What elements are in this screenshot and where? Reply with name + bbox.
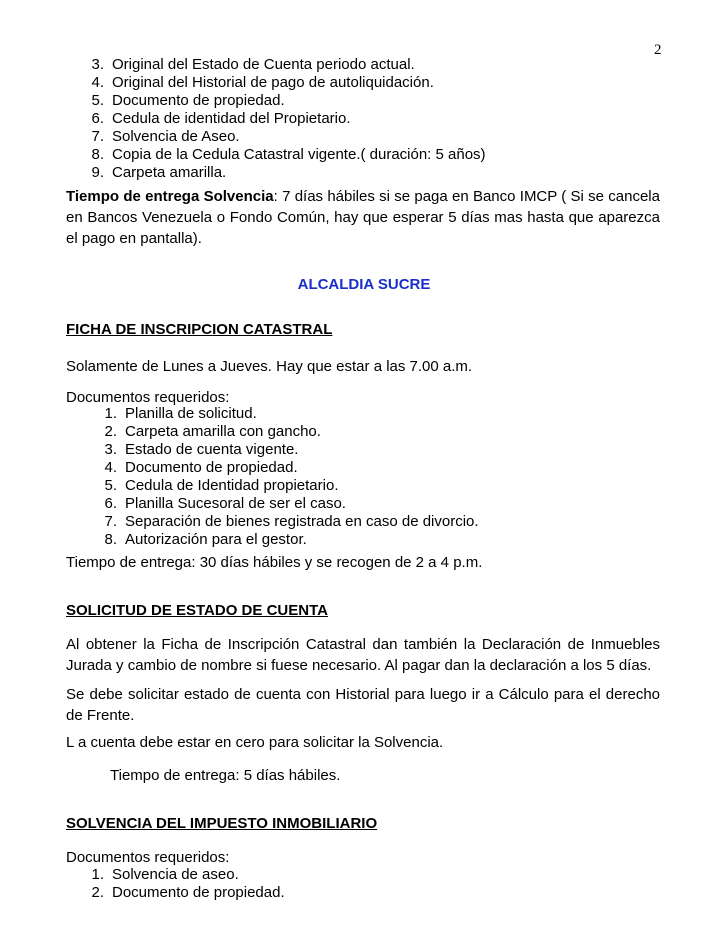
delivery-time-text: : 7 días hábiles si se paga en Banco IMCP ( Si se cancela en Bancos Venezuela o Fondo Común, hay que esperar 5 días mas hasta que aparezca el pago en pantalla). <box>66 188 660 247</box>
list-item <box>93 495 479 513</box>
list-item <box>93 531 479 549</box>
list-item <box>93 441 479 459</box>
list-item-text: Original del Estado de Cuenta periodo actual. <box>112 56 415 73</box>
list-item-text: Autorización para el gestor. <box>125 531 307 548</box>
ficha-heading: FICHA DE INSCRIPCION CATASTRAL <box>66 321 333 338</box>
list-item <box>93 477 479 495</box>
solvencia-requirements-list <box>80 866 285 902</box>
estado-heading: SOLICITUD DE ESTADO DE CUENTA <box>66 602 328 619</box>
list-item-number: 2. <box>104 423 117 440</box>
list-item <box>93 405 479 423</box>
ficha-requirements-list <box>93 405 479 549</box>
ficha-delivery-time: Tiempo de entrega: 30 días hábiles y se recogen de 2 a 4 p.m. <box>66 554 483 571</box>
list-item-number: 3. <box>104 441 117 458</box>
list-item-text: Cedula de Identidad propietario. <box>125 477 339 494</box>
list-item-text: Estado de cuenta vigente. <box>125 441 299 458</box>
section-title: ALCALDIA SUCRE <box>297 276 431 293</box>
list-item <box>80 128 486 146</box>
estado-paragraph-2: Se debe solicitar estado de cuenta con Historial para luego ir a Cálculo para el derecho de Frente. <box>66 686 660 724</box>
list-item-text: Planilla Sucesoral de ser el caso. <box>125 495 346 512</box>
list-item <box>93 513 479 531</box>
list-item-number: 4. <box>91 74 104 91</box>
list-item-number: 1. <box>104 405 117 422</box>
estado-paragraph-3: L a cuenta debe estar en cero para solicitar la Solvencia. <box>66 734 444 751</box>
list-item-text: Carpeta amarilla. <box>112 164 227 181</box>
list-item-number: 7. <box>91 128 104 145</box>
list-item-number: 9. <box>91 164 104 181</box>
list-item <box>80 92 486 110</box>
list-item-text: Documento de propiedad. <box>125 459 298 476</box>
ficha-schedule: Solamente de Lunes a Jueves. Hay que estar a las 7.00 a.m. <box>66 358 473 375</box>
solvencia-docs-label: Documentos requeridos: <box>66 849 230 866</box>
list-item-number: 4. <box>104 459 117 476</box>
requirements-list-a <box>80 56 486 182</box>
list-item <box>80 866 285 884</box>
list-item-number: 5. <box>91 92 104 109</box>
list-item-number: 8. <box>91 146 104 163</box>
list-item-text: Documento de propiedad. <box>112 884 285 901</box>
list-item-number: 1. <box>91 866 104 883</box>
list-item <box>80 110 486 128</box>
list-item-text: Original del Historial de pago de autoliquidación. <box>112 74 434 91</box>
list-item <box>93 459 479 477</box>
list-item <box>80 74 486 92</box>
list-item <box>80 56 486 74</box>
list-item-number: 7. <box>104 513 117 530</box>
list-item <box>80 164 486 182</box>
list-item-number: 8. <box>104 531 117 548</box>
list-item-text: Cedula de identidad del Propietario. <box>112 110 351 127</box>
list-item-text: Solvencia de Aseo. <box>112 128 240 145</box>
list-item <box>80 146 486 164</box>
list-item <box>93 423 479 441</box>
list-item <box>80 884 285 902</box>
list-item-number: 6. <box>104 495 117 512</box>
list-item-text: Copia de la Cedula Catastral vigente.( duración: 5 años) <box>112 146 486 163</box>
solvencia-heading: SOLVENCIA DEL IMPUESTO INMOBILIARIO <box>66 815 378 832</box>
list-item-text: Solvencia de aseo. <box>112 866 239 883</box>
estado-paragraph-1: Al obtener la Ficha de Inscripción Catastral dan también la Declaración de Inmuebles Jurada y cambio de nombre si fuese necesario. Al pagar dan la declaración a los 5 días. <box>66 636 660 674</box>
list-item-number: 2. <box>91 884 104 901</box>
ficha-docs-label: Documentos requeridos: <box>66 389 230 406</box>
list-item-number: 6. <box>91 110 104 127</box>
list-item-text: Carpeta amarilla con gancho. <box>125 423 321 440</box>
list-item-text: Separación de bienes registrada en caso de divorcio. <box>125 513 479 530</box>
page-number: 2 <box>654 42 662 58</box>
delivery-time-paragraph <box>66 186 660 249</box>
estado-delivery-time: Tiempo de entrega: 5 días hábiles. <box>110 767 341 784</box>
list-item-text: Documento de propiedad. <box>112 92 285 109</box>
list-item-text: Planilla de solicitud. <box>125 405 257 422</box>
list-item-number: 5. <box>104 477 117 494</box>
list-item-number: 3. <box>91 56 104 73</box>
delivery-time-label: Tiempo de entrega Solvencia <box>66 188 274 205</box>
